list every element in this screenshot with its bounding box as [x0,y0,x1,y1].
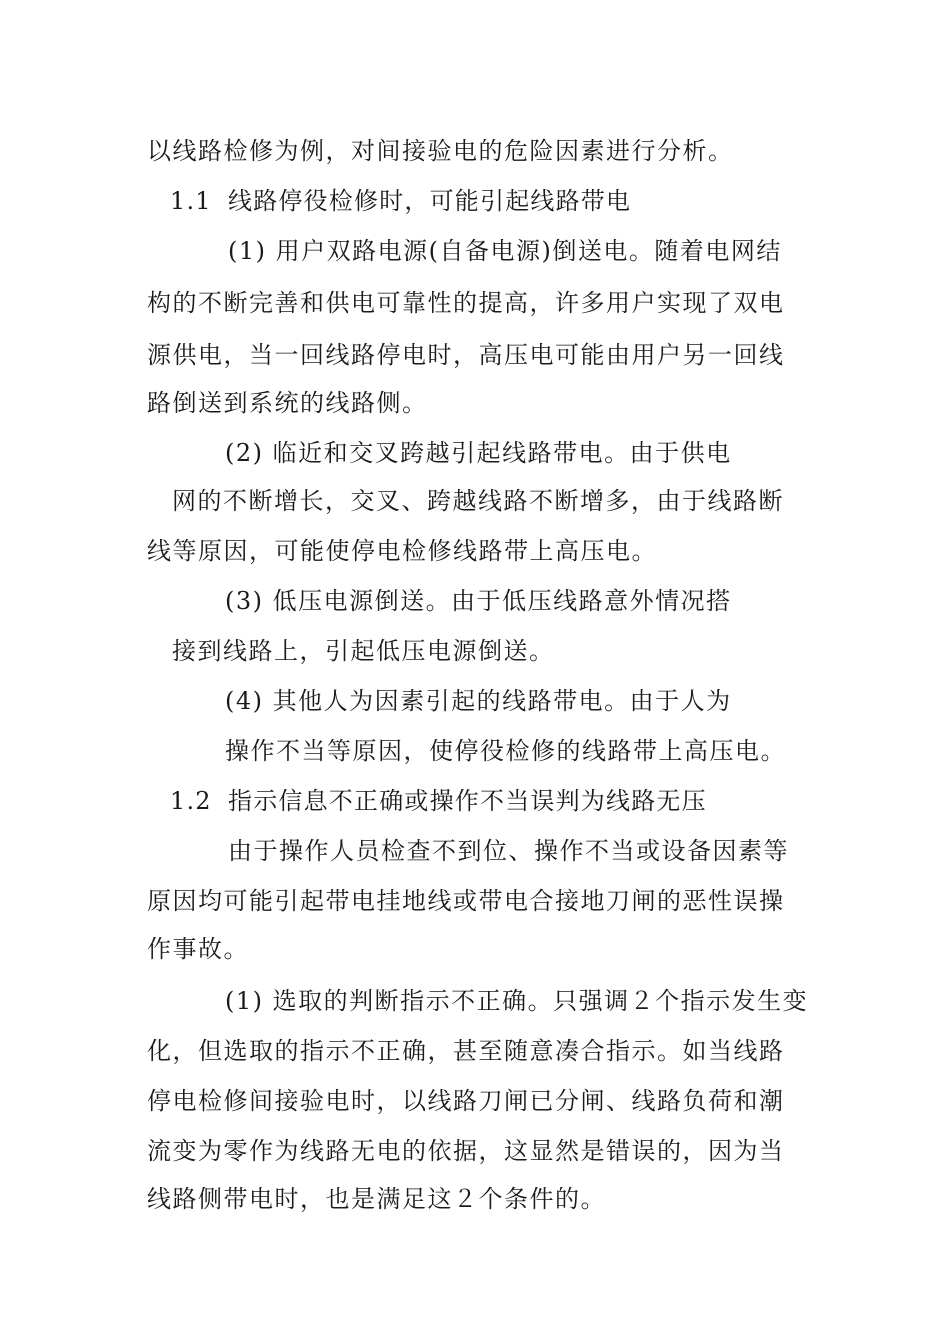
section-title: 线路停役检修时，可能引起线路带电 [228,187,632,215]
paragraph-line: 作事故。 [147,935,249,963]
list-marker: (1) [228,237,267,265]
paragraph-line: 线等原因，可能使停电检修线路带上高压电。 [147,537,657,565]
list-text: 其他人为因素引起的线路带电。由于人为 [272,687,732,715]
list-marker: (4) [225,687,264,715]
list-text: 临近和交叉跨越引起线路带电。由于供电 [272,439,732,467]
paragraph-line: 操作不当等原因，使停役检修的线路带上高压电。 [225,737,786,765]
list-item-line [225,686,732,716]
paragraph-line: 源供电，当一回线路停电时，高压电可能由用户另一回线 [147,341,785,369]
paragraph-line: 停电检修间接验电时，以线路刀闸已分闸、线路负荷和潮 [147,1087,785,1115]
list-item-line [225,586,732,616]
list-item-line [228,236,782,266]
list-marker: (3) [225,587,264,615]
paragraph-line: 构的不断完善和供电可靠性的提高，许多用户实现了双电 [147,289,785,317]
list-marker: (2) [225,439,264,467]
section-number: 1.2 [170,787,212,815]
paragraph-line: 由于操作人员检查不到位、操作不当或设备因素等 [228,837,789,865]
paragraph-line: 以线路检修为例，对间接验电的危险因素进行分析。 [147,137,734,165]
paragraph-line: 化，但选取的指示不正确，甚至随意凑合指示。如当线路 [147,1037,785,1065]
section-title: 指示信息不正确或操作不当误判为线路无压 [228,787,707,815]
section-heading-1-1 [170,186,631,216]
section-heading-1-2 [170,786,707,816]
paragraph-line: 路倒送到系统的线路侧。 [147,389,428,417]
list-text: 用户双路电源(自备电源)倒送电。随着电网结 [275,237,782,265]
list-item-line [225,986,808,1016]
list-marker: (1) [225,987,264,1015]
paragraph-line: 网的不断增长，交叉、跨越线路不断增多，由于线路断 [172,487,784,515]
paragraph-line: 线路侧带电时，也是满足这２个条件的。 [147,1185,606,1213]
section-number: 1.1 [170,187,212,215]
paragraph-line: 接到线路上，引起低压电源倒送。 [172,637,555,665]
list-text: 低压电源倒送。由于低压线路意外情况搭 [272,587,732,615]
paragraph-line: 流变为零作为线路无电的依据，这显然是错误的，因为当 [147,1137,785,1165]
paragraph-line: 原因均可能引起带电挂地线或带电合接地刀闸的恶性误操 [147,887,785,915]
list-item-line [225,438,732,468]
list-text: 选取的判断指示不正确。只强调２个指示发生变 [272,987,809,1015]
